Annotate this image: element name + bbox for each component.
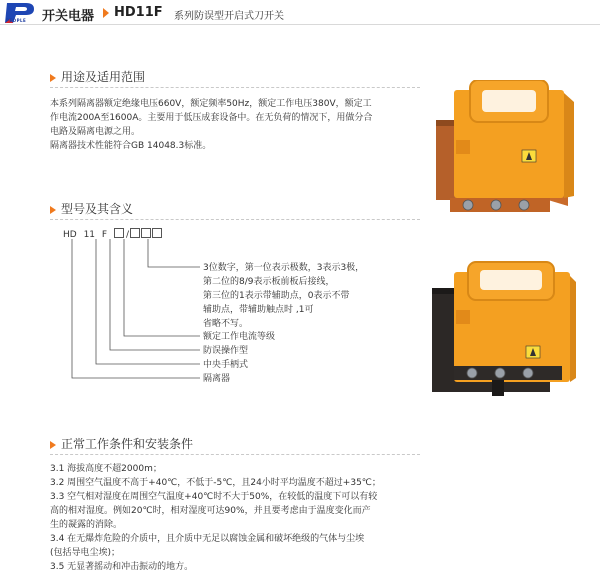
- model-desc-line: 第二位的8/9表示板前板后接线，: [203, 277, 335, 287]
- code-part-f: F: [101, 230, 108, 240]
- condition-line: 3.5 无显著摇动和冲击振动的地方。: [50, 562, 194, 572]
- section-usage-title: 用途及适用范围: [61, 70, 146, 84]
- code-part-hd: HD: [63, 230, 77, 240]
- model-desc-line: 辅助点，带辅助触点时 ,1可: [203, 305, 314, 315]
- condition-line: (包括导电尘埃)；: [50, 548, 121, 558]
- condition-line: 3.2 周围空气温度不高于+40℃，不低于-5℃，且24小时平均温度不超过+35℃；: [50, 478, 381, 488]
- section-divider: [50, 454, 420, 455]
- usage-line: 电路及隔离电源之用。: [50, 127, 141, 137]
- model-desc-line: 3位数字，第一位表示极数，3表示3极，: [203, 263, 365, 273]
- code-part-11: 11: [83, 230, 96, 240]
- condition-line: 高的相对湿度。例如20℃时，相对湿度可达90%，并且要考虑由于温度变化而产: [50, 506, 371, 516]
- model-label-anti-misoperation: 防误操作型: [203, 346, 249, 356]
- usage-line: 作电流200A至1600A。主要用于低压成套设备中。在无负荷的情况下，用做分合: [50, 113, 373, 123]
- model-label-current: 额定工作电流等级: [203, 332, 276, 342]
- product-photo-switch-1: [426, 80, 576, 220]
- model-label-isolator: 隔离器: [203, 374, 231, 384]
- series-title: 系列防误型开启式刀开关: [174, 11, 284, 22]
- model-desc-line: 第三位的1表示带辅助点，0表示不带: [203, 291, 350, 301]
- product-photo-switch-2: [428, 258, 578, 400]
- condition-line: 生的凝露的消除。: [50, 520, 123, 530]
- model-number: HD11F: [114, 5, 163, 20]
- section-conditions-title: 正常工作条件和安装条件: [61, 437, 194, 451]
- usage-line: 隔离器技术性能符合GB 14048.3标准。: [50, 141, 212, 151]
- usage-line: 本系列隔离器额定绝缘电压660V，额定频率50Hz，额定工作电压380V，额定工: [50, 99, 372, 109]
- code-slash: /: [125, 230, 130, 240]
- condition-line: 3.4 在无爆炸危险的介质中，且介质中无足以腐蚀金属和破坏绝级的气体与尘埃: [50, 534, 365, 544]
- bullet-triangle-icon: [50, 441, 56, 449]
- brand-logo-text: PEOPLE: [6, 18, 27, 23]
- category-title: 开关电器: [42, 9, 95, 24]
- model-label-central-handle: 中央手柄式: [203, 360, 249, 370]
- section-conditions-heading: [50, 435, 193, 452]
- condition-line: 3.3 空气相对湿度在周围空气温度+40℃时不大于50%，在较低的温度下可以有较: [50, 492, 378, 502]
- condition-line: 3.1 海拔高度不超2000m；: [50, 464, 162, 474]
- model-desc-line: 省略不写。: [203, 319, 249, 329]
- section-model-title: 型号及其含义: [61, 202, 134, 216]
